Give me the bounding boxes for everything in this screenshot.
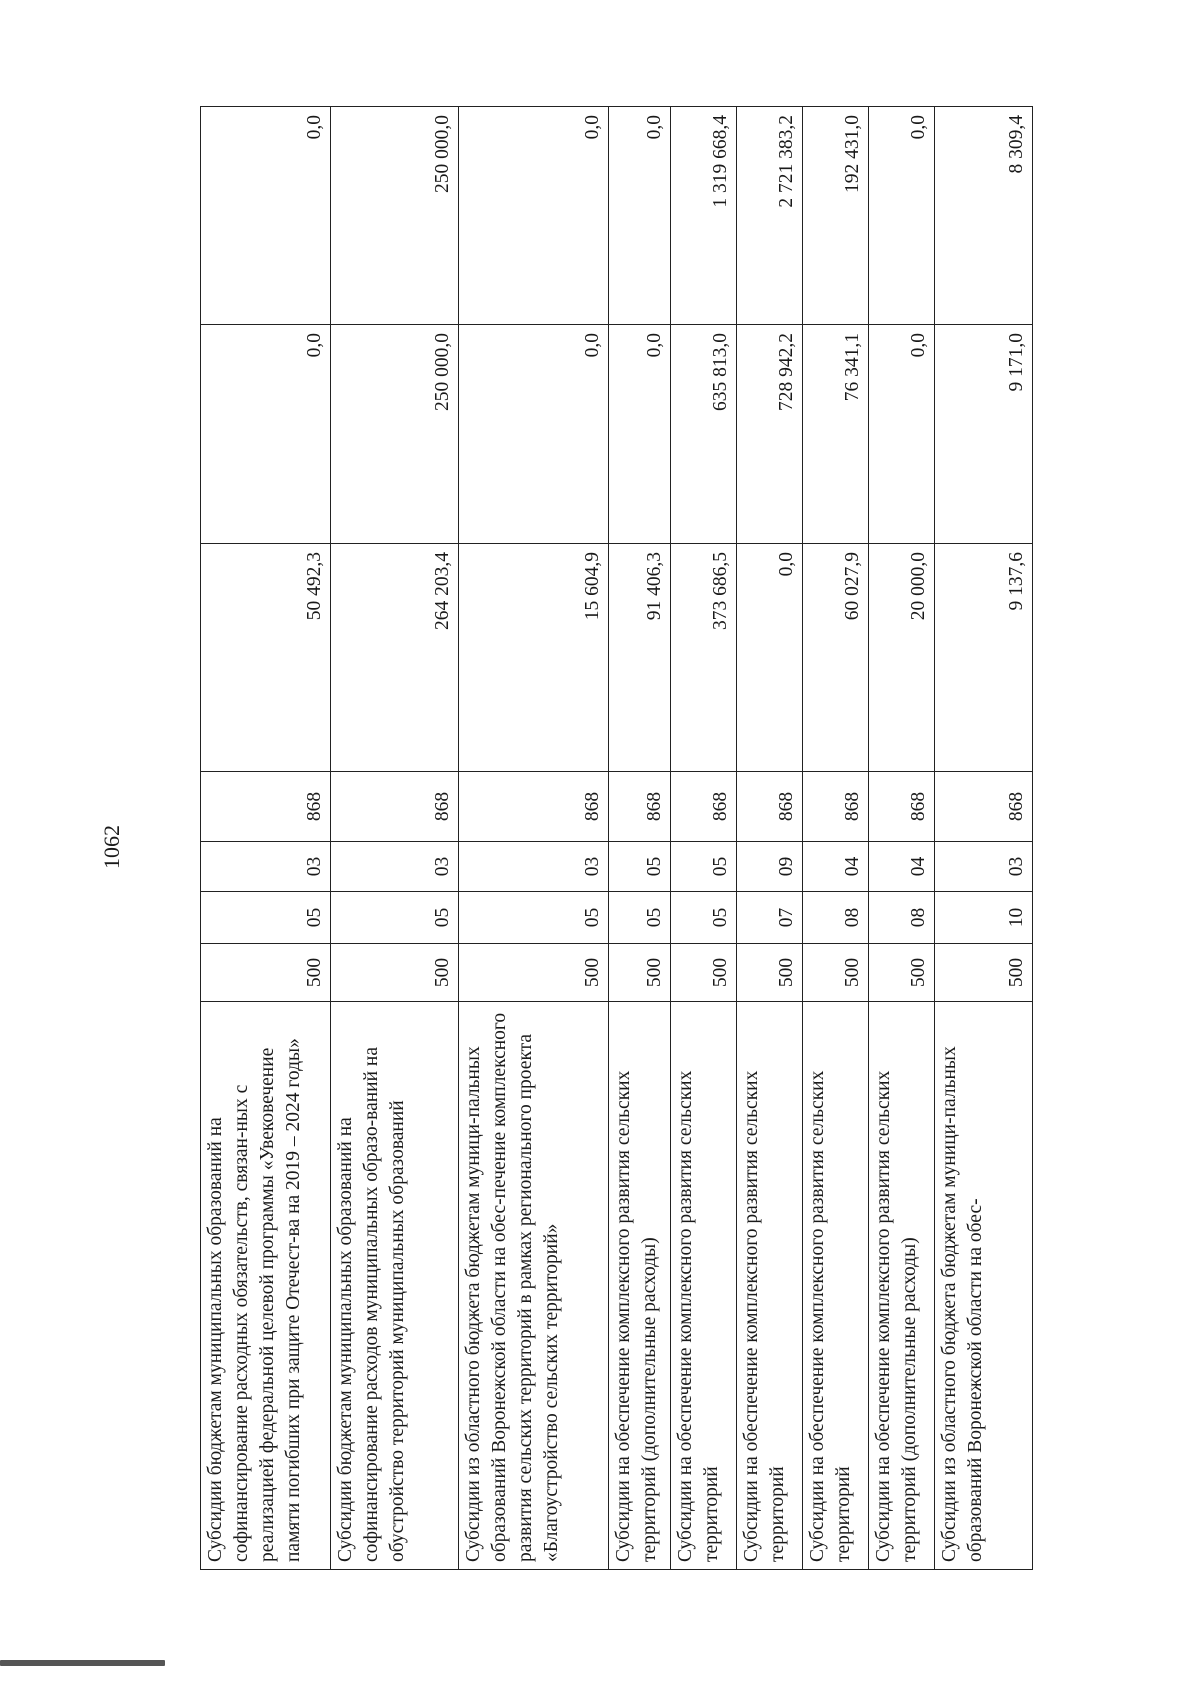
code-4: 868 (671, 772, 737, 842)
code-3: 03 (459, 842, 609, 892)
scan-edge-mark (0, 1660, 165, 1666)
table-row (737, 107, 803, 1570)
value-2: 0,0 (869, 325, 935, 544)
code-2: 05 (201, 892, 331, 944)
code-1: 500 (609, 944, 671, 1002)
value-1: 264 203,4 (331, 544, 459, 772)
value-3: 0,0 (609, 107, 671, 325)
value-1: 91 406,3 (609, 544, 671, 772)
code-3: 03 (201, 842, 331, 892)
code-2: 07 (737, 892, 803, 944)
value-3: 2 721 383,2 (737, 107, 803, 325)
table-row (609, 107, 671, 1570)
code-3: 04 (869, 842, 935, 892)
code-3: 03 (331, 842, 459, 892)
table-row (331, 107, 459, 1570)
code-3: 03 (935, 842, 1033, 892)
value-1: 9 137,6 (935, 544, 1033, 772)
value-3: 250 000,0 (331, 107, 459, 325)
budget-table (200, 106, 1033, 1570)
value-2: 76 341,1 (803, 325, 869, 544)
budget-table-rotated (200, 107, 1032, 1570)
code-3: 05 (609, 842, 671, 892)
value-3: 0,0 (869, 107, 935, 325)
row-name: Субсидии на обеспечение комплексного развития сельских территорий (671, 1002, 737, 1570)
code-2: 08 (803, 892, 869, 944)
page-number: 1062 (99, 825, 124, 869)
value-1: 50 492,3 (201, 544, 331, 772)
code-1: 500 (331, 944, 459, 1002)
code-1: 500 (737, 944, 803, 1002)
code-2: 10 (935, 892, 1033, 944)
code-4: 868 (201, 772, 331, 842)
code-1: 500 (201, 944, 331, 1002)
value-1: 15 604,9 (459, 544, 609, 772)
table-row (869, 107, 935, 1570)
table-row (201, 107, 331, 1570)
code-2: 05 (331, 892, 459, 944)
row-name: Субсидии бюджетам муниципальных образований на софинансирование расходов муниципальных образо-ваний на обустройство территорий муниципальных образований (331, 1002, 459, 1570)
code-1: 500 (803, 944, 869, 1002)
code-1: 500 (869, 944, 935, 1002)
code-3: 04 (803, 842, 869, 892)
table-row (935, 107, 1033, 1570)
code-2: 05 (459, 892, 609, 944)
code-4: 868 (331, 772, 459, 842)
code-3: 09 (737, 842, 803, 892)
value-1: 20 000,0 (869, 544, 935, 772)
row-name: Субсидии на обеспечение комплексного развития сельских территорий (дополнительные расходы) (869, 1002, 935, 1570)
value-2: 0,0 (201, 325, 331, 544)
code-1: 500 (935, 944, 1033, 1002)
value-2: 9 171,0 (935, 325, 1033, 544)
code-4: 868 (737, 772, 803, 842)
code-2: 05 (609, 892, 671, 944)
code-3: 05 (671, 842, 737, 892)
code-4: 868 (459, 772, 609, 842)
row-name: Субсидии на обеспечение комплексного развития сельских территорий (737, 1002, 803, 1570)
code-1: 500 (671, 944, 737, 1002)
row-name: Субсидии из областного бюджета бюджетам муници-пальных образований Воронежской области на обес- (935, 1002, 1033, 1570)
row-name: Субсидии из областного бюджета бюджетам муници-пальных образований Воронежской области на обес-печение комплексного развития сельских территорий в рамках регионального проекта «Благоустройство сельских территорий» (459, 1002, 609, 1570)
code-4: 868 (803, 772, 869, 842)
code-2: 05 (671, 892, 737, 944)
code-2: 08 (869, 892, 935, 944)
code-1: 500 (459, 944, 609, 1002)
value-3: 0,0 (201, 107, 331, 325)
value-2: 250 000,0 (331, 325, 459, 544)
value-2: 0,0 (609, 325, 671, 544)
row-name: Субсидии на обеспечение комплексного развития сельских территорий (дополнительные расходы) (609, 1002, 671, 1570)
code-4: 868 (935, 772, 1033, 842)
row-name: Субсидии бюджетам муниципальных образований на софинансирование расходных обязательств, связан-ных с реализацией федеральной целевой программы «Увековечение памяти погибших при защите Отечест-ва на 2019 – 2024 годы» (201, 1002, 331, 1570)
code-4: 868 (609, 772, 671, 842)
value-3: 0,0 (459, 107, 609, 325)
value-1: 60 027,9 (803, 544, 869, 772)
value-3: 8 309,4 (935, 107, 1033, 325)
row-name: Субсидии на обеспечение комплексного развития сельских территорий (803, 1002, 869, 1570)
table-row (459, 107, 609, 1570)
value-1: 0,0 (737, 544, 803, 772)
value-3: 1 319 668,4 (671, 107, 737, 325)
code-4: 868 (869, 772, 935, 842)
table-row (671, 107, 737, 1570)
value-1: 373 686,5 (671, 544, 737, 772)
value-2: 728 942,2 (737, 325, 803, 544)
table-row (803, 107, 869, 1570)
value-2: 0,0 (459, 325, 609, 544)
value-3: 192 431,0 (803, 107, 869, 325)
value-2: 635 813,0 (671, 325, 737, 544)
